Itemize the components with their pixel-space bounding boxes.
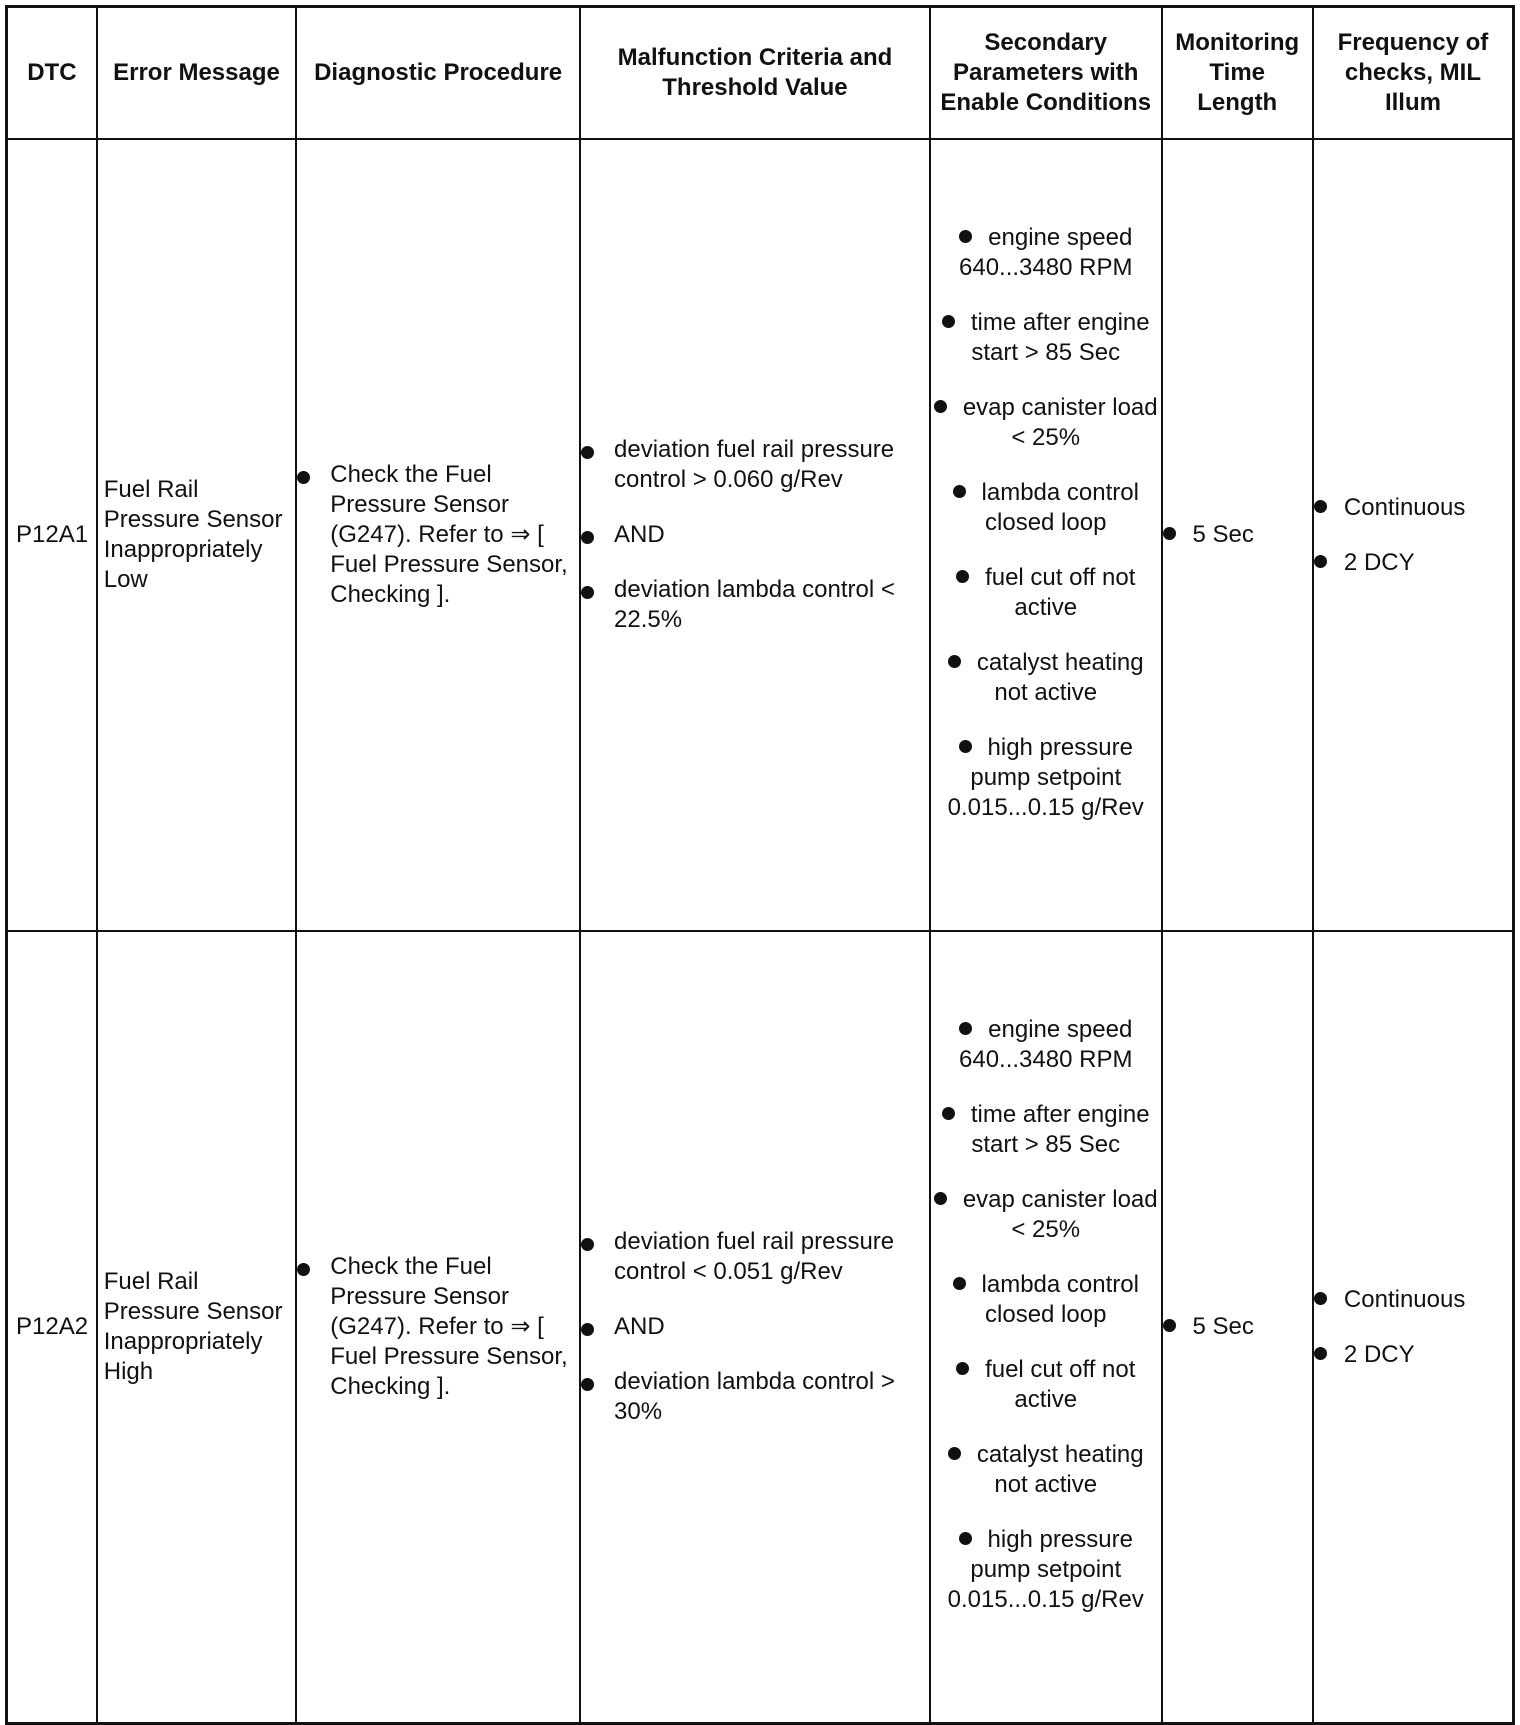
monitoring-time-list [1163, 520, 1312, 550]
header-malfunction-criteria: Malfunction Criteria and Threshold Value [580, 7, 930, 140]
monitoring-time-text: 5 Sec [1192, 1313, 1254, 1340]
bullet-icon [959, 1022, 972, 1035]
secondary-parameter-text: catalyst heating not active [976, 648, 1144, 706]
bullet-icon [956, 570, 969, 583]
bullet-icon [948, 655, 961, 668]
diagnostic-procedure-cell [296, 931, 580, 1724]
frequency-list [1314, 1285, 1512, 1370]
secondary-parameter-item [931, 1525, 1161, 1615]
bullet-icon [1163, 1319, 1176, 1332]
secondary-parameter-item [931, 308, 1161, 368]
frequency-cell [1313, 931, 1514, 1724]
bullet-icon [942, 315, 955, 328]
secondary-parameter-item [931, 563, 1161, 623]
bullet-icon [581, 1378, 594, 1391]
malfunction-criteria-cell [580, 139, 930, 931]
criteria-item [581, 1367, 929, 1427]
header-dtc: DTC [7, 7, 97, 140]
secondary-parameter-item [931, 1355, 1161, 1415]
frequency-text: Continuous [1343, 1285, 1466, 1313]
secondary-parameters-cell [930, 139, 1162, 931]
secondary-parameter-item [931, 393, 1161, 453]
secondary-parameter-item [931, 1185, 1161, 1245]
monitoring-time-cell [1162, 139, 1313, 931]
table-row [7, 931, 1514, 1724]
bullet-icon [297, 1263, 310, 1276]
frequency-item [1314, 1340, 1512, 1370]
header-frequency: Frequency of checks, MIL Illum [1313, 7, 1514, 140]
frequency-list [1314, 493, 1512, 578]
secondary-parameter-text: high pressure pump setpoint 0.015...0.15 g/Rev [947, 1525, 1144, 1613]
frequency-cell [1313, 139, 1514, 931]
bullet-icon [934, 400, 947, 413]
monitoring-time-list [1163, 1312, 1312, 1342]
monitoring-time-item [1163, 1312, 1312, 1342]
bullet-icon [934, 1192, 947, 1205]
bullet-icon [1163, 527, 1176, 540]
criteria-text: AND [614, 1313, 665, 1340]
criteria-text: AND [614, 521, 665, 548]
criteria-list [581, 1227, 929, 1427]
bullet-icon [581, 446, 594, 459]
bullet-icon [956, 1362, 969, 1375]
frequency-item [1314, 493, 1512, 523]
criteria-text: deviation lambda control > 30% [614, 1368, 895, 1425]
header-row [7, 7, 1514, 140]
secondary-parameter-list [931, 223, 1161, 823]
secondary-parameter-list [931, 1015, 1161, 1615]
dtc-code: P12A2 [7, 931, 97, 1724]
bullet-icon [959, 230, 972, 243]
secondary-parameter-text: evap canister load < 25% [962, 1185, 1158, 1243]
criteria-text: deviation lambda control < 22.5% [614, 576, 895, 633]
bullet-icon [297, 471, 310, 484]
secondary-parameter-text: high pressure pump setpoint 0.015...0.15 g/Rev [947, 733, 1144, 821]
bullet-icon [959, 1532, 972, 1545]
secondary-parameter-text: lambda control closed loop [981, 478, 1139, 536]
monitoring-time-item [1163, 520, 1312, 550]
secondary-parameter-item [931, 1270, 1161, 1330]
bullet-icon [1314, 1347, 1327, 1360]
secondary-parameter-text: engine speed 640...3480 RPM [959, 1015, 1133, 1073]
bullet-icon [581, 531, 594, 544]
bullet-icon [1314, 555, 1327, 568]
procedure-text: Check the Fuel Pressure Sensor (G247). Refer to ⇒ [ Fuel Pressure Sensor, Checking ]. [330, 1253, 568, 1400]
secondary-parameter-text: lambda control closed loop [981, 1270, 1139, 1328]
bullet-icon [581, 1323, 594, 1336]
secondary-parameter-item [931, 478, 1161, 538]
dtc-code: P12A1 [7, 139, 97, 931]
criteria-item [581, 1312, 929, 1342]
bullet-icon [581, 586, 594, 599]
secondary-parameter-item [931, 1440, 1161, 1500]
frequency-text: Continuous [1343, 493, 1466, 521]
header-secondary-parameters: Secondary Parameters with Enable Conditions [930, 7, 1162, 140]
secondary-parameter-item [931, 1100, 1161, 1160]
header-monitoring-time: Monitoring Time Length [1162, 7, 1313, 140]
criteria-item [581, 520, 929, 550]
criteria-text: deviation fuel rail pressure control > 0.060 g/Rev [614, 436, 895, 493]
frequency-item [1314, 548, 1512, 578]
secondary-parameters-cell [930, 931, 1162, 1724]
dtc-table [5, 5, 1515, 1725]
secondary-parameter-text: engine speed 640...3480 RPM [959, 223, 1133, 281]
secondary-parameter-text: evap canister load < 25% [962, 393, 1158, 451]
error-message: Fuel Rail Pressure Sensor Inappropriately Low [97, 139, 297, 931]
criteria-item [581, 435, 929, 495]
frequency-item [1314, 1285, 1512, 1315]
diagnostic-procedure-cell [296, 139, 580, 931]
bullet-icon [1314, 1292, 1327, 1305]
secondary-parameter-item [931, 648, 1161, 708]
bullet-icon [581, 1238, 594, 1251]
secondary-parameter-item [931, 1015, 1161, 1075]
procedure-item [297, 1252, 579, 1402]
procedure-list [297, 1252, 579, 1402]
bullet-icon [959, 740, 972, 753]
procedure-list [297, 460, 579, 610]
bullet-icon [1314, 500, 1327, 513]
criteria-item [581, 575, 929, 635]
criteria-list [581, 435, 929, 635]
secondary-parameter-text: time after engine start > 85 Sec [970, 1100, 1150, 1158]
bullet-icon [953, 485, 966, 498]
secondary-parameter-text: catalyst heating not active [976, 1440, 1144, 1498]
secondary-parameter-item [931, 223, 1161, 283]
procedure-text: Check the Fuel Pressure Sensor (G247). Refer to ⇒ [ Fuel Pressure Sensor, Checking ]. [330, 461, 568, 608]
frequency-text: 2 DCY [1343, 1340, 1415, 1368]
secondary-parameter-text: fuel cut off not active [985, 1355, 1136, 1413]
secondary-parameter-text: fuel cut off not active [985, 563, 1136, 621]
monitoring-time-cell [1162, 931, 1313, 1724]
error-message: Fuel Rail Pressure Sensor Inappropriately High [97, 931, 297, 1724]
table-row [7, 139, 1514, 931]
header-diagnostic-procedure: Diagnostic Procedure [296, 7, 580, 140]
malfunction-criteria-cell [580, 931, 930, 1724]
secondary-parameter-text: time after engine start > 85 Sec [970, 308, 1150, 366]
header-error-message: Error Message [97, 7, 297, 140]
bullet-icon [942, 1107, 955, 1120]
criteria-item [581, 1227, 929, 1287]
frequency-text: 2 DCY [1343, 548, 1415, 576]
procedure-item [297, 460, 579, 610]
secondary-parameter-item [931, 733, 1161, 823]
monitoring-time-text: 5 Sec [1192, 521, 1254, 548]
bullet-icon [953, 1277, 966, 1290]
bullet-icon [948, 1447, 961, 1460]
criteria-text: deviation fuel rail pressure control < 0.051 g/Rev [614, 1228, 895, 1285]
